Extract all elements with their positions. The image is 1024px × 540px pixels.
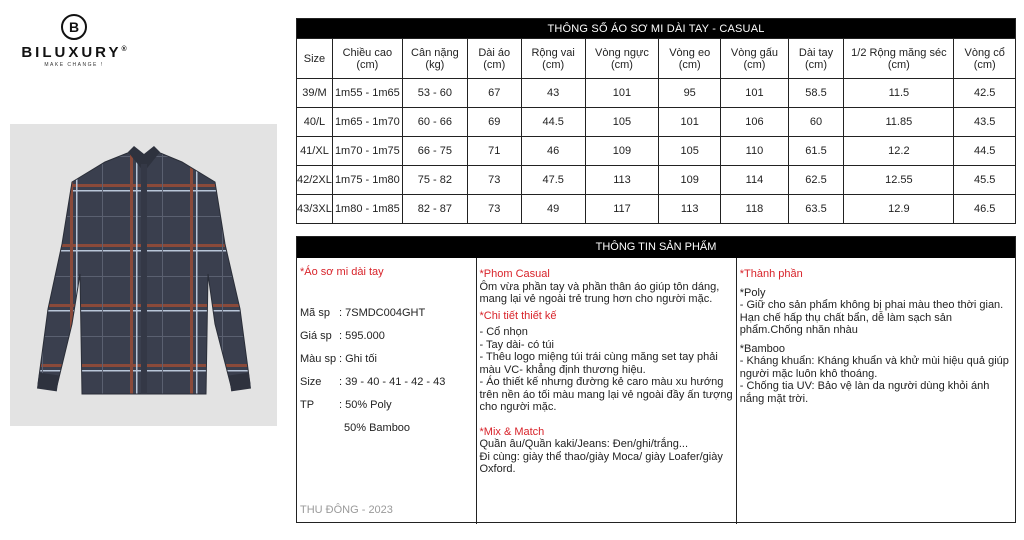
mix-heading: *Mix & Match xyxy=(479,425,545,438)
table-cell: 40/L xyxy=(297,108,333,137)
color-row xyxy=(300,353,476,376)
color-label: Màu sp xyxy=(300,352,337,365)
brand-letter: B xyxy=(68,19,80,35)
table-cell: 61.5 xyxy=(788,137,844,166)
table-cell: 43.5 xyxy=(954,108,1016,137)
table-cell: 113 xyxy=(585,166,658,195)
table-cell: 113 xyxy=(659,195,721,224)
table-cell: 1m80 - 1m85 xyxy=(332,195,402,224)
brand-name xyxy=(14,44,134,61)
design-heading: *Chi tiết thiết kế xyxy=(479,309,557,322)
size-value: : 39 - 40 - 41 - 42 - 43 xyxy=(339,375,446,388)
sku-value: : 7SMDC004GHT xyxy=(339,306,426,319)
table-row xyxy=(297,137,1016,166)
table-cell: 110 xyxy=(721,137,788,166)
size-chart-header-cell: Vòng cổ (cm) xyxy=(954,39,1016,79)
table-cell: 105 xyxy=(585,108,658,137)
size-chart-table xyxy=(296,18,1016,224)
size-chart-header-cell: 1/2 Rộng măng séc (cm) xyxy=(844,39,954,79)
table-cell: 1m65 - 1m70 xyxy=(332,108,402,137)
product-type-heading: *Áo sơ mi dài tay xyxy=(300,266,384,278)
size-chart-header-cell: Vòng eo (cm) xyxy=(659,39,721,79)
bamboo-item: - Chống tia UV: Bảo vệ làn da người dùng khỏi ánh nắng mặt trời. xyxy=(739,380,990,405)
table-cell: 11.5 xyxy=(844,79,954,108)
product-material-info xyxy=(737,258,1015,524)
poly-text: - Giữ cho sản phẩm không bị phai màu theo thời gian. Hạn chế hấp thụ chất bẩn, dễ làm sạch sản phẩm.Chống nhăn nhàu xyxy=(739,299,1004,336)
product-info-title: THÔNG TIN SẢN PHẨM xyxy=(297,237,1015,258)
table-cell: 45.5 xyxy=(954,166,1016,195)
size-chart-header-row xyxy=(297,39,1016,79)
table-cell: 117 xyxy=(585,195,658,224)
table-cell: 46 xyxy=(521,137,585,166)
table-cell: 12.2 xyxy=(844,137,954,166)
size-chart-header-cell: Cân nặng (kg) xyxy=(402,39,467,79)
table-cell: 47.5 xyxy=(521,166,585,195)
material-heading: *Thành phần xyxy=(739,268,803,280)
table-cell: 69 xyxy=(467,108,521,137)
color-value: : Ghi tối xyxy=(339,352,377,365)
size-chart-header-cell: Vòng gấu (cm) xyxy=(721,39,788,79)
table-cell: 12.9 xyxy=(844,195,954,224)
size-chart-header-cell: Rộng vai (cm) xyxy=(521,39,585,79)
size-chart-body xyxy=(297,79,1016,224)
price-label: Giá sp xyxy=(300,329,332,342)
design-item: - Thêu logo miệng túi trái cùng măng set tay phải màu VC- khẳng định thương hiệu. xyxy=(479,351,718,376)
material-row xyxy=(300,399,476,422)
table-cell: 101 xyxy=(585,79,658,108)
material-label: TP xyxy=(300,398,315,411)
table-cell: 1m70 - 1m75 xyxy=(332,137,402,166)
table-cell: 11.85 xyxy=(844,108,954,137)
design-item: - Áo thiết kế nhưng đường kẻ caro màu xu hướng trên nền áo tối màu mang lại vẻ ngoài đầy ấn tượng cho người mặc. xyxy=(479,376,733,413)
table-cell: 41/XL xyxy=(297,137,333,166)
table-cell: 43/3XL xyxy=(297,195,333,224)
table-cell: 63.5 xyxy=(788,195,844,224)
design-item: - Cổ nhọn xyxy=(479,326,528,338)
sku-row xyxy=(300,307,476,330)
size-chart-header-cell: Dài tay (cm) xyxy=(788,39,844,79)
table-cell: 71 xyxy=(467,137,521,166)
product-design-info xyxy=(477,258,737,524)
registered-mark: ® xyxy=(121,46,127,53)
table-cell: 114 xyxy=(721,166,788,195)
table-cell: 106 xyxy=(721,108,788,137)
table-row xyxy=(297,195,1016,224)
table-cell: 109 xyxy=(659,166,721,195)
size-chart-header-cell: Vòng ngực (cm) xyxy=(585,39,658,79)
price-row xyxy=(300,330,476,353)
size-chart-header-cell: Dài áo (cm) xyxy=(467,39,521,79)
product-info-panel xyxy=(296,236,1016,523)
table-cell: 42/2XL xyxy=(297,166,333,195)
table-cell: 82 - 87 xyxy=(402,195,467,224)
table-cell: 66 - 75 xyxy=(402,137,467,166)
material-value-bamboo: 50% Bamboo xyxy=(344,421,411,434)
fit-heading: *Phom Casual xyxy=(479,268,550,280)
material-row-2 xyxy=(300,422,476,445)
table-cell: 75 - 82 xyxy=(402,166,467,195)
sku-label: Mã sp xyxy=(300,306,330,319)
bamboo-title: *Bamboo xyxy=(739,342,786,355)
table-cell: 95 xyxy=(659,79,721,108)
brand-tagline: MAKE CHANGE ! xyxy=(44,62,104,68)
fit-text: Ôm vừa phần tay và phần thân áo giúp tôn dáng, mang lại vẻ ngoài trẻ trung hơn cho người mặc. xyxy=(479,280,720,305)
table-cell: 44.5 xyxy=(954,137,1016,166)
mix-item: Quần âu/Quần kaki/Jeans: Đen/ghi/trắng... xyxy=(479,438,689,450)
table-cell: 105 xyxy=(659,137,721,166)
size-chart-header-cell: Size xyxy=(297,39,333,79)
poly-title: *Poly xyxy=(739,286,766,299)
size-chart-header-cell: Chiều cao (cm) xyxy=(332,39,402,79)
brand-name-text: BILUXURY xyxy=(21,44,122,61)
table-cell: 67 xyxy=(467,79,521,108)
material-value-poly: : 50% Poly xyxy=(339,398,392,411)
price-value: : 595.000 xyxy=(339,329,385,342)
bamboo-item: - Kháng khuẩn: Kháng khuẩn và khử mùi hiệu quả giúp người mặc luôn khô thoáng. xyxy=(739,355,1009,380)
table-cell: 101 xyxy=(659,108,721,137)
table-cell: 46.5 xyxy=(954,195,1016,224)
product-basic-info xyxy=(297,258,477,524)
table-cell: 1m75 - 1m80 xyxy=(332,166,402,195)
table-cell: 60 - 66 xyxy=(402,108,467,137)
table-row xyxy=(297,108,1016,137)
table-cell: 42.5 xyxy=(954,79,1016,108)
table-cell: 60 xyxy=(788,108,844,137)
table-cell: 53 - 60 xyxy=(402,79,467,108)
table-cell: 49 xyxy=(521,195,585,224)
design-list xyxy=(480,326,736,414)
table-cell: 73 xyxy=(467,195,521,224)
size-label: Size xyxy=(300,375,322,388)
plaid-shirt-image xyxy=(10,124,277,426)
mix-item: Đi cùng: giày thể thao/giày Moca/ giày Loafer/giày Oxford. xyxy=(479,450,723,475)
product-photo xyxy=(10,124,277,426)
table-cell: 39/M xyxy=(297,79,333,108)
brand-logo-icon xyxy=(61,14,87,40)
table-cell: 62.5 xyxy=(788,166,844,195)
table-cell: 73 xyxy=(467,166,521,195)
brand-logo xyxy=(14,14,134,68)
table-cell: 44.5 xyxy=(521,108,585,137)
table-cell: 43 xyxy=(521,79,585,108)
size-chart-title: THÔNG SỐ ÁO SƠ MI DÀI TAY - CASUAL xyxy=(297,19,1016,39)
table-cell: 12.55 xyxy=(844,166,954,195)
design-item: - Tay dài- có túi xyxy=(479,338,554,351)
table-row xyxy=(297,79,1016,108)
table-cell: 109 xyxy=(585,137,658,166)
table-cell: 1m55 - 1m65 xyxy=(332,79,402,108)
size-row xyxy=(300,376,476,399)
season-label: THU ĐÔNG - 2023 xyxy=(300,503,393,516)
table-row xyxy=(297,166,1016,195)
table-cell: 101 xyxy=(721,79,788,108)
table-cell: 58.5 xyxy=(788,79,844,108)
table-cell: 118 xyxy=(721,195,788,224)
